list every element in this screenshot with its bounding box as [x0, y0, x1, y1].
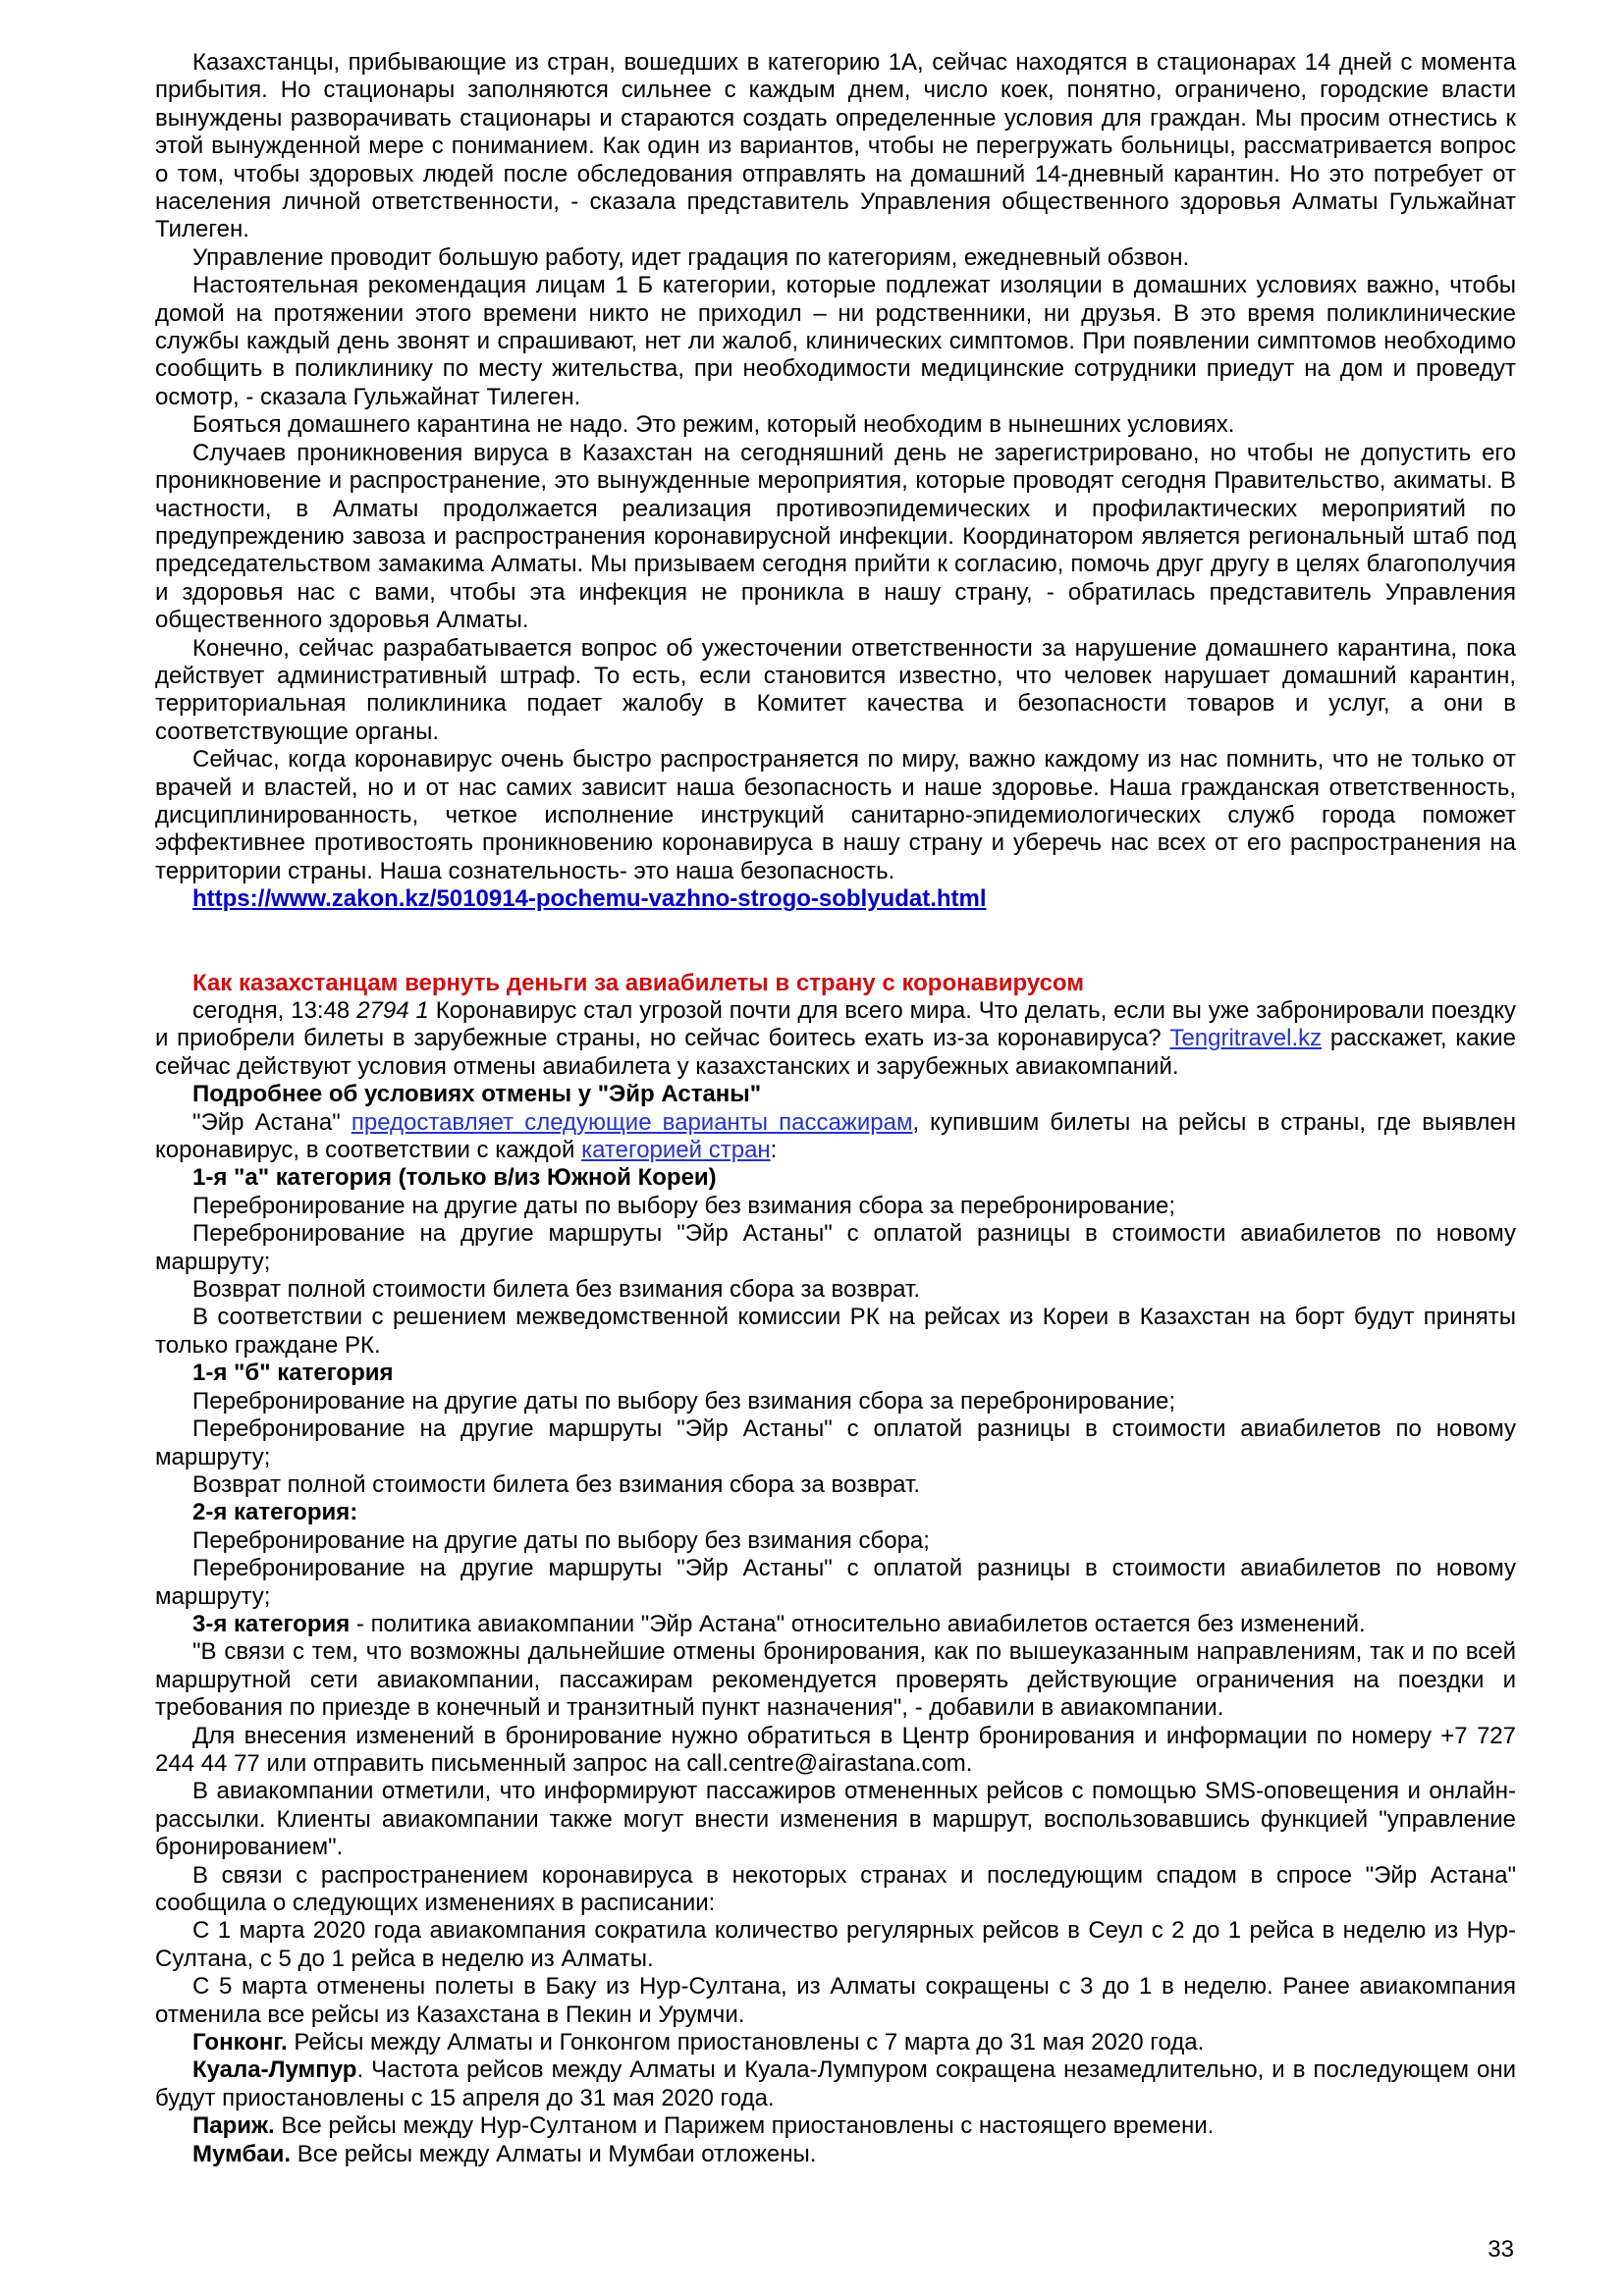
- text-run: Возврат полной стоимости билета без взимания сбора за возврат.: [192, 1470, 920, 1498]
- body-paragraph: [155, 1220, 1516, 1276]
- text-run: , купившим билеты на рейсы в страны, где выявлен коронавирус, в соответствии с каждой: [155, 1108, 1517, 1164]
- text-run: Гонконг.: [192, 2029, 288, 2056]
- body-paragraph: [155, 1723, 1516, 1779]
- body-paragraph: [155, 1611, 1516, 1638]
- text-run: Возврат полной стоимости билета без взимания сбора за возврат.: [192, 1276, 920, 1304]
- body-paragraph: [155, 49, 1516, 244]
- text-run: Случаев проникновения вируса в Казахстан на сегодняшний день не зарегистрировано, но чтобы не допустить его проникновение и распространение, это вынужденные мероприятия, которые проводят сегодня Правительство, акиматы. В частности, в Алматы продолжается реализация противоэпидемических и профилактических мероприятий по предупреждению завоза и распространения коронавирусной инфекции. Координатором является региональный штаб под председательством замакима Алматы. Мы призываем сегодня прийти к согласию, помочь друг другу в целях благополучия и здоровья нас с вами, чтобы эта инфекция не проникла в нашу страну, - обратилась представитель Управления общественного здоровья Алматы.: [155, 439, 1516, 634]
- text-run: 1-я "а" категория (только в/из Южной Кореи): [192, 1164, 717, 1192]
- text-run: Бояться домашнего карантина не надо. Это режим, который необходим в нынешних условиях.: [192, 411, 1235, 439]
- body-paragraph: [155, 1193, 1516, 1220]
- body-paragraph: [155, 440, 1516, 635]
- text-run: С 5 марта отменены полеты в Баку из Нур-Султана, из Алматы сокращены с 3 до 1 в неделю. Ранее авиакомпания отменила все рейсы из Казахстана в Пекин и Урумчи.: [155, 1973, 1516, 2028]
- text-run: Париж.: [192, 2112, 275, 2140]
- text-run: В авиакомпании отметили, что информируют пассажиров отмененных рейсов с помощью SMS-оповещения и онлайн-рассылки. Клиенты авиакомпании также могут внести изменения в маршрут, воспользовавшись функцией "управление бронированием".: [155, 1778, 1516, 1861]
- text-run: В соответствии с решением межведомственной комиссии РК на рейсах из Кореи в Казахстан на борт будут приняты только граждане РК.: [155, 1304, 1516, 1359]
- category-heading: [155, 1499, 1516, 1526]
- city-paragraph: [155, 2029, 1516, 2056]
- page-number: 33: [1488, 2236, 1514, 2263]
- text-run: "Эйр Астана": [192, 1108, 352, 1136]
- city-paragraph: [155, 2112, 1516, 2140]
- body-paragraph: [155, 1527, 1516, 1555]
- text-run: Куала-Лумпур: [192, 2056, 357, 2084]
- body-paragraph: [155, 1638, 1516, 1722]
- text-run: В связи с распространением коронавируса в некоторых странах и последующим спадом в спросе "Эйр Астана" сообщила о следующих изменениях в расписании:: [155, 1861, 1516, 1916]
- body-paragraph: [155, 746, 1516, 885]
- body-paragraph: [155, 1778, 1516, 1861]
- text-run: Перебронирование на другие маршруты "Эйр Астаны" с оплатой разницы в стоимости авиабилетов по новому маршруту;: [155, 1555, 1516, 1610]
- text-run: "В связи с тем, что возможны дальнейшие отмены бронирования, как по вышеуказанным направлениям, так и по всей маршрутной сети авиакомпании, пассажирам рекомендуется проверять действующие ограничения на поездки и требования по приезде в конечный и транзитный пункт назначения", - добавили в авиакомпании.: [155, 1638, 1516, 1722]
- text-run: Перебронирование на другие маршруты "Эйр Астаны" с оплатой разницы в стоимости авиабилетов по новому маршруту;: [155, 1415, 1516, 1470]
- body-paragraph: [155, 272, 1516, 411]
- body-paragraph: [155, 1415, 1516, 1471]
- text-run: Рейсы между Алматы и Гонконгом приостановлены с 7 марта до 31 мая 2020 года.: [287, 2029, 1205, 2056]
- text-run: :: [770, 1137, 778, 1164]
- category-heading: [155, 1164, 1516, 1192]
- text-run: . Частота рейсов между Алматы и Куала-Лумпуром сокращена незамедлительно, и в последующем они будут приостановлены с 15 апреля до 31 мая 2020 года.: [155, 2056, 1516, 2111]
- document-body: [155, 49, 1516, 2168]
- text-run: Перебронирование на другие даты по выбору без взимания сбора за перебронирование;: [192, 1387, 1176, 1415]
- text-run: Коронавирус стал угрозой почти для всего мира. Что делать, если вы уже забронировали поездку и приобрели билеты в зарубежные страны, но сейчас боитесь ехать из-за коронавируса?: [155, 997, 1517, 1052]
- source-link-paragraph: [155, 885, 1516, 913]
- text-run: - политика авиакомпании "Эйр Астана" относительно авиабилетов остается без изменений.: [350, 1610, 1366, 1637]
- hyperlink[interactable]: https://www.zakon.kz/5010914-pochemu-vazhno-strogo-soblyudat.html: [192, 885, 987, 913]
- city-paragraph: [155, 2056, 1516, 2112]
- hyperlink[interactable]: предоставляет следующие варианты пассажирам: [351, 1108, 913, 1136]
- body-paragraph: [155, 1555, 1516, 1611]
- body-paragraph: [155, 997, 1516, 1081]
- body-paragraph: [155, 635, 1516, 747]
- body-paragraph: [155, 411, 1516, 439]
- body-paragraph: [155, 1862, 1516, 1918]
- text-run: Сейчас, когда коронавирус очень быстро распространяется по миру, важно каждому из нас помнить, что не только от врачей и властей, но и от нас самих зависит наша безопасность и наше здоровье. Наша гражданская ответственность, дисциплинированность, четкое исполнение инструкций санитарно-эпидемиологических служб города поможет эффективнее противостоять проникновению коронавируса в нашу страну и уберечь нас всех от его распространения на территории страны. Наша сознательность- это наша безопасность.: [155, 746, 1516, 884]
- body-paragraph: [155, 1917, 1516, 1973]
- text-run: С 1 марта 2020 года авиакомпания сократила количество регулярных рейсов в Сеул с 2 до 1 рейса в неделю из Нур-Султана, с 5 до 1 рейса в неделю из Алматы.: [155, 1917, 1516, 1972]
- text-run: 2794 1: [356, 997, 429, 1024]
- text-run: Как казахстанцам вернуть деньги за авиабилеты в страну с коронавирусом: [192, 969, 1085, 996]
- hyperlink[interactable]: Tengritravel.kz: [1169, 1025, 1323, 1052]
- text-run: Конечно, сейчас разрабатывается вопрос об ужесточении ответственности за нарушение домашнего карантина, пока действует административный штраф. То есть, если становится известно, что человек нарушает домашний карантин, территориальная поликлиника подает жалобу в Комитет качества и безопасности товаров и услуг, а они в соответствующие органы.: [155, 634, 1516, 745]
- city-paragraph: [155, 2141, 1516, 2168]
- body-paragraph: [155, 1471, 1516, 1499]
- body-paragraph: [155, 244, 1516, 272]
- text-run: Перебронирование на другие даты по выбору без взимания сбора;: [192, 1526, 930, 1554]
- text-run: сегодня, 13:48: [192, 997, 357, 1024]
- text-run: Все рейсы между Нур-Султаном и Парижем приостановлены с настоящего времени.: [274, 2112, 1215, 2140]
- text-run: Перебронирование на другие маршруты "Эйр Астаны" с оплатой разницы в стоимости авиабилетов по новому маршруту;: [155, 1220, 1516, 1275]
- text-run: Казахстанцы, прибывающие из стран, вошедших в категорию 1А, сейчас находятся в стационарах 14 дней с момента прибытия. Но стационары заполняются сильнее с каждым днем, число коек, понятно, ограничено, городские власти вынуждены разворачивать стационары и стараются создать определенные условия для граждан. Мы просим отнестись к этой вынужденной мере с пониманием. Как один из вариантов, чтобы не перегружать больницы, рассматривается вопрос о том, чтобы здоровых людей после обследования отправлять на домашний 14-дневный карантин. Но это потребует от населения личной ответственности, - сказала представитель Управления общественного здоровья Алматы Гульжайнат Тилеген.: [155, 49, 1516, 243]
- text-run: Все рейсы между Алматы и Мумбаи отложены.: [291, 2140, 817, 2167]
- hyperlink[interactable]: категорией стран: [581, 1137, 771, 1164]
- text-run: Мумбаи.: [192, 2140, 292, 2167]
- text-run: 2-я категория:: [192, 1499, 358, 1526]
- subsection-heading: [155, 1081, 1516, 1108]
- text-run: расскажет, какие сейчас действуют условия отмены авиабилета у казахстанских и зарубежных авиакомпаний.: [155, 1025, 1516, 1080]
- body-paragraph: [155, 1304, 1516, 1360]
- text-run: Настоятельная рекомендация лицам 1 Б категории, которые подлежат изоляции в домашних условиях важно, чтобы домой на протяжении этого времени никто не приходил – ни родственники, ни друзья. В это время поликлинические службы каждый день звонят и спрашивают, нет ли жалоб, клинических симптомов. При появлении симптомов необходимо сообщить в поликлинику по месту жительства, при необходимости медицинские сотрудники приедут на дом и проведут осмотр, - сказала Гульжайнат Тилеген.: [155, 272, 1516, 410]
- text-run: Управление проводит большую работу, идет градация по категориям, ежедневный обзвон.: [192, 243, 1190, 271]
- category-heading: [155, 1360, 1516, 1387]
- text-run: Подробнее об условиях отмены у "Эйр Астаны": [192, 1081, 762, 1108]
- body-paragraph: [155, 1109, 1516, 1165]
- body-paragraph: [155, 1276, 1516, 1304]
- text-run: Перебронирование на другие даты по выбору без взимания сбора за перебронирование;: [192, 1192, 1176, 1219]
- text-run: 3-я категория: [192, 1610, 351, 1637]
- text-run: 1-я "б" категория: [192, 1360, 394, 1387]
- article-title: [155, 970, 1516, 997]
- body-paragraph: [155, 1388, 1516, 1415]
- text-run: Для внесения изменений в бронирование нужно обратиться в Центр бронирования и информации по номеру +7 727 244 44 77 или отправить письменный запрос на call.centre@airastana.com.: [155, 1722, 1516, 1777]
- body-paragraph: [155, 1973, 1516, 2029]
